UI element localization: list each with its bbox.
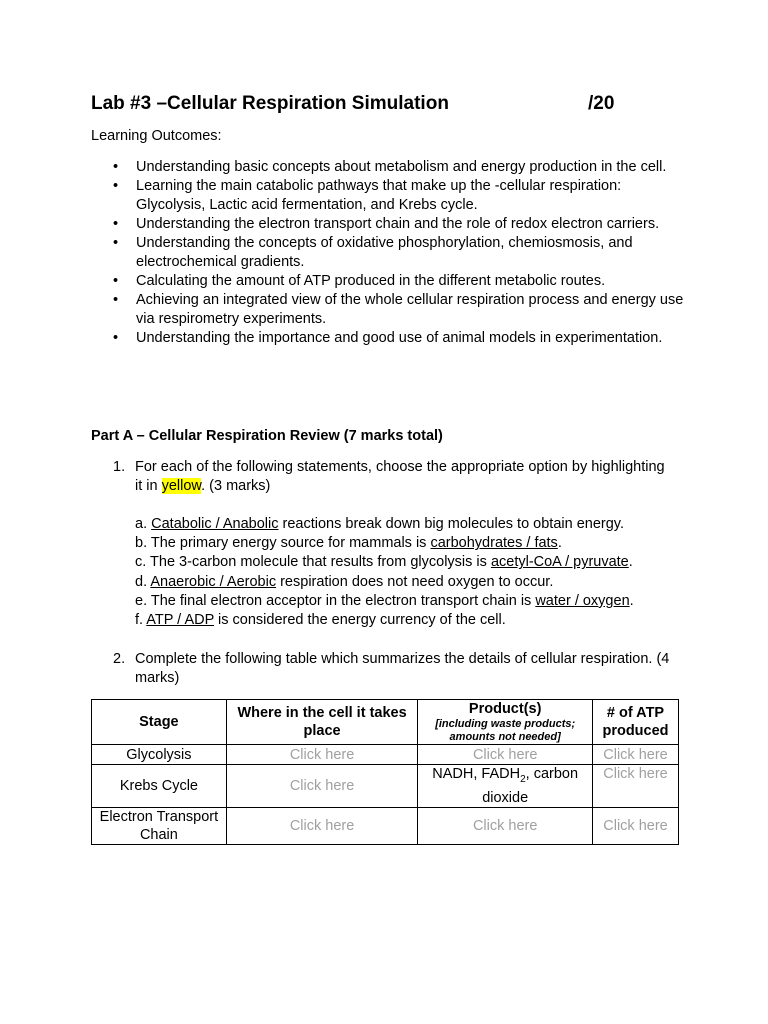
option-choice[interactable]: Anaerobic / Aerobic: [150, 573, 277, 590]
table-row: [92, 745, 679, 765]
respiration-summary-table: [91, 699, 679, 845]
question-2-text: Complete the following table which summarizes the details of cellular respiration. (4 marks): [135, 651, 670, 686]
statement-a: [135, 515, 634, 534]
question-1: [113, 458, 673, 496]
table-row: [92, 807, 679, 844]
part-a-heading: Part A – Cellular Respiration Review (7 marks total): [91, 428, 443, 444]
placeholder-field[interactable]: Click here: [226, 807, 418, 844]
option-choice[interactable]: Catabolic / Anabolic: [151, 516, 279, 532]
table-header-row: [92, 700, 679, 745]
placeholder-field[interactable]: Click here: [593, 807, 679, 844]
placeholder-field[interactable]: Click here: [418, 807, 593, 844]
page-title: Lab #3 –Cellular Respiration Simulation: [91, 93, 449, 114]
header-where: Where in the cell it takes place: [226, 700, 418, 745]
learning-outcomes-list: [91, 158, 691, 348]
question-number: 2.: [113, 651, 126, 667]
statement-f: [135, 611, 634, 630]
statement-rest: respiration does not need oxygen to occur.: [276, 573, 554, 590]
statement-rest: reactions break down big molecules to obtain energy.: [278, 516, 624, 532]
statement-prefix: e. The final electron acceptor in the electron transport chain is: [135, 592, 536, 609]
question-text-end: . (3 marks): [201, 478, 271, 494]
statement-c: [135, 553, 634, 572]
placeholder-field[interactable]: Click here: [593, 765, 679, 808]
placeholder-field[interactable]: Click here: [593, 745, 679, 765]
header-products-note: [including waste products; amounts not needed]: [435, 718, 576, 743]
cell-products: [418, 765, 593, 808]
score-total: /20: [588, 93, 615, 114]
placeholder-field[interactable]: Click here: [226, 765, 418, 808]
outcome-item: • Understanding the importance and good use of animal models in experimentation.: [91, 329, 691, 348]
option-choice[interactable]: carbohydrates / fats: [430, 535, 558, 552]
statement-prefix: b. The primary energy source for mammals is: [135, 535, 431, 552]
statement-e: [135, 592, 634, 611]
statement-prefix: a.: [135, 516, 152, 532]
statement-b: [135, 534, 634, 553]
header-stage: Stage: [92, 700, 227, 745]
cell-stage: Glycolysis: [92, 745, 227, 765]
cell-stage: Krebs Cycle: [92, 765, 227, 808]
statement-rest: .: [557, 535, 562, 552]
products-text: NADH, FADH: [432, 766, 521, 782]
header-products-label: Product(s): [468, 701, 542, 717]
outcome-item: • Understanding basic concepts about metabolism and energy production in the cell.: [91, 158, 691, 177]
placeholder-field[interactable]: Click here: [418, 745, 593, 765]
outcome-item: • Understanding the concepts of oxidative phosphorylation, chemiosmosis, and electrochemical gradients.: [91, 234, 691, 272]
learning-outcomes-heading: Learning Outcomes:: [91, 128, 222, 144]
table-row: [92, 765, 679, 808]
products-text-end: , carbon dioxide: [482, 766, 579, 806]
outcome-item: • Learning the main catabolic pathways that make up the -cellular respiration: Glycolysis, Lactic acid fermentation, and Krebs cycle.: [91, 177, 691, 215]
statement-d: [135, 573, 634, 592]
question-number: 1.: [113, 459, 126, 475]
cell-stage: Electron Transport Chain: [92, 807, 227, 844]
statements-list: [135, 515, 634, 630]
statement-prefix: f.: [135, 612, 147, 629]
subscript: 2: [520, 773, 526, 785]
question-text: For each of the following statements, choose the appropriate option by highlighting it in: [135, 459, 665, 494]
statement-prefix: c. The 3-carbon molecule that results from glycolysis is: [135, 554, 491, 571]
option-choice[interactable]: acetyl-CoA / pyruvate: [490, 554, 629, 571]
option-choice[interactable]: ATP / ADP: [146, 612, 214, 629]
question-1-text: [113, 458, 673, 496]
statement-rest: .: [628, 554, 633, 571]
statement-rest: .: [629, 592, 634, 609]
highlighted-word: yellow: [161, 478, 202, 494]
outcome-item: • Achieving an integrated view of the whole cellular respiration process and energy use via respirometry experiments.: [91, 291, 691, 329]
option-choice[interactable]: water / oxygen: [535, 592, 630, 609]
question-2: [113, 650, 678, 688]
statement-rest: is considered the energy currency of the cell.: [214, 612, 506, 629]
placeholder-field[interactable]: Click here: [226, 745, 418, 765]
header-products: [418, 700, 593, 745]
header-atp: # of ATP produced: [593, 700, 679, 745]
outcome-item: • Calculating the amount of ATP produced in the different metabolic routes.: [91, 272, 691, 291]
statement-prefix: d.: [135, 573, 151, 590]
outcome-item: • Understanding the electron transport chain and the role of redox electron carriers.: [91, 215, 691, 234]
